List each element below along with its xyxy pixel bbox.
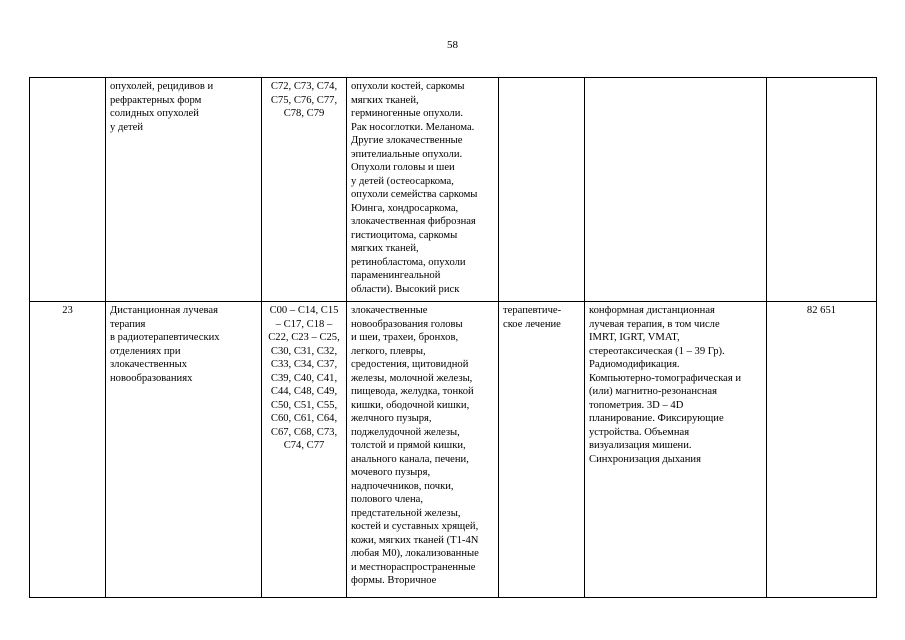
care-type-cell: Дистанционная лучевая терапия в радиотерапевтических отделениях при злокачественных новообразованиях: [106, 302, 262, 598]
treatment-method-cell: [585, 78, 767, 302]
treatment-method-cell: конформная дистанционная лучевая терапия, в том числе IMRT, IGRT, VMAT, стереотаксическая (1 – 39 Гр). Радиомодификация. Компьютерно-томографическая и (или) магнитно-резонансная топометрия. 3D – 4D планирование. Фиксирующие устройства. Объемная визуализация мишени. Синхронизация дыхания: [585, 302, 767, 598]
icd-codes-cell: C00 – C14, C15 – C17, C18 – C22, C23 – C25, C30, C31, C32, C33, C34, C37, C39, C40, C41, C44, C48, C49, C50, C51, C55, C60, C61, C64, C67, C68, C73, C74, C77: [262, 302, 347, 598]
medical-care-table: [29, 77, 877, 598]
table-row: [30, 78, 877, 302]
patient-model-cell: опухоли костей, саркомы мягких тканей, герминогенные опухоли. Рак носоглотки. Меланома. Другие злокачественные эпителиальные опухоли. Опухоли головы и шеи у детей (остеосаркома, опухоли семейства саркомы Юинга, хондросаркома, злокачественная фиброзная гистиоцитома, саркомы мягких тканей, ретинобластома, опухоли параменингеальной области). Высокий риск: [347, 78, 499, 302]
row-number-cell: 23: [30, 302, 106, 598]
row-number-cell: [30, 78, 106, 302]
care-type-cell: опухолей, рецидивов и рефрактерных форм солидных опухолей у детей: [106, 78, 262, 302]
icd-codes-cell: C72, C73, C74, C75, C76, C77, C78, C79: [262, 78, 347, 302]
patient-model-cell: злокачественные новообразования головы и шеи, трахеи, бронхов, легкого, плевры, средостения, щитовидной железы, молочной железы, пищевода, желудка, тонкой кишки, ободочной кишки, желчного пузыря, поджелудочной железы, толстой и прямой кишки, анального канала, печени, мочевого пузыря, надпочечников, почки, полового члена, предстательной железы, костей и суставных хрящей, кожи, мягких тканей (T1-4N любая M0), локализованные и местнораспространенные формы. Вторичное: [347, 302, 499, 598]
price-cell: [767, 78, 877, 302]
page-number: 58: [447, 39, 458, 51]
treatment-type-cell: [499, 78, 585, 302]
table-row: [30, 302, 877, 598]
treatment-type-cell: терапевтиче- ское лечение: [499, 302, 585, 598]
price-cell: 82 651: [767, 302, 877, 598]
